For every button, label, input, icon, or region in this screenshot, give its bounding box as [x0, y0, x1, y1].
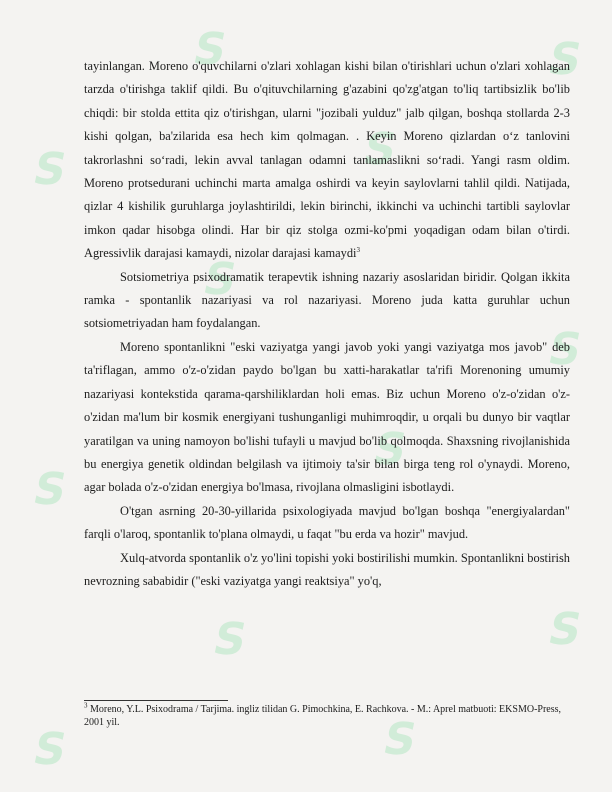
footnote-reference[interactable]: 3	[356, 246, 361, 255]
paragraph-1	[84, 55, 570, 266]
footnote-divider	[84, 700, 228, 701]
watermark-glyph: S	[198, 254, 242, 305]
paragraph-3: Moreno spontanlikni "eski vaziyatga yangi javob yoki yangi vaziyatga mos javob" deb ta'riflagan, ammo o'z-o'zidan paydo bo'lgan bu xatti-harakatlar ta'rifi Morenoning umumiy nazariyasi kontekstida qarama-qarshiliklardan holi emas. Biz uchun Moreno o'z-o'zidan o'z-o'zidan ma'lum bir kosmik energiyani tushunganligi muhimroqdir, u orqali bu dunyo bir vaqtlar yaratilgan va uning namoyon bo'lishi tufayli u mavjud bo'lib qolmoqda. Shaxsning rivojlanishida bu energiya genetik oldindan belgilash va ijtimoiy ta'sir bilan birga teng rol o'ynaydi. Moreno, agar bolada o'z-o'zidan energiya bo'lmasa, rivojlana olmasligini isbotlaydi.	[84, 339, 570, 495]
paragraph-text: tayinlangan. Moreno o'quvchilarni o'zlari xohlagan kishi bilan o'tirishlari uchun o'zlari xohlagan tarzda o'tirishga taklif qildi. Bu o'qituvchilarning g'azabini qo'zg'atgan to'liq tartibsizlik bo'lib chiqdi: bir stolda ettita qiz o'tirishgan, ularni "jozibali yulduz" jalb qilgan, boshqa stollarda 2-3 kishi qolgan, ba'zilarida esa hech kim qolmagan. . Keyin Moreno qizlardan o‘z tanlovini takrorlashni so‘radi, lekin avval tanlagan odamni tanlamaslikni so‘radi. Yangi rasm oldim. Moreno protsedurani uchinchi marta amalga oshirdi va keyin saylovlarni tahlil qildi. Natijada, qizlar 4 kishilik guruhlarga joylashtirildi, lekin birinchi, ikkinchi va uchinchi tartibli saylovlar imkon qadar hisobga olindi. Har bir qiz stolga ozmi-ko'pmi yoqadigan odam bilan o'tirdi. Agressivlik darajasi kamaydi, nizolar darajasi kamaydi	[84, 59, 570, 261]
paragraph-5: Xulq-atvorda spontanlik o'z yo'lini topishi yoki bostirilishi mumkin. Spontanlikni bostirish nevrozning sababidir ("eski vaziyatga yangi reaktsiya" yo'q,	[84, 550, 570, 588]
paragraph-2: Sotsiometriya psixodramatik terapevtik ishning nazariy asoslaridan biridir. Qolgan ikkita ramka - spontanlik nazariyasi va rol nazariyasi. Moreno juda katta guruhlar uchun sotsiometriyadan ham foydalangan.	[84, 269, 570, 331]
watermark-glyph: S	[368, 424, 412, 475]
paragraph-4: O'tgan asrning 20-30-yillarida psixologiyada mavjud bo'lgan boshqa "energiyalardan" farqli o'laroq, spontanlik to'plana olmaydi, u faqat "bu erda va hozir" mavjud.	[84, 503, 570, 542]
watermark-glyph: S	[28, 464, 72, 515]
body-text	[84, 55, 570, 593]
watermark-glyph: S	[208, 614, 252, 665]
watermark-glyph: S	[543, 34, 587, 85]
watermark-glyph: S	[543, 604, 587, 655]
watermark-glyph: S	[358, 124, 402, 175]
watermark-glyph: S	[28, 724, 72, 775]
footnote-marker: 3	[84, 701, 88, 710]
watermark-glyph: S	[378, 714, 422, 765]
watermark-glyph: S	[28, 144, 72, 195]
footnote	[84, 701, 570, 729]
footnote-text: Moreno, Y.L. Psixodrama / Tarjima. ingliz tilidan G. Pimochkina, E. Rachkova. - M.: Aprel matbuoti: EKSMO-Press, 2001 yil.	[84, 704, 562, 728]
watermark-glyph: S	[188, 24, 232, 75]
watermark-glyph: S	[543, 324, 587, 375]
